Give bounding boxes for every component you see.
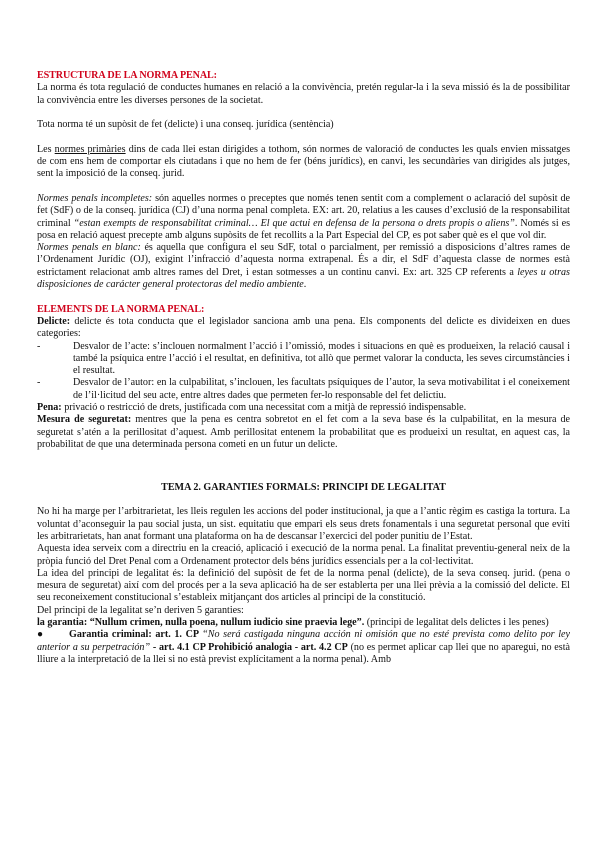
term-normes-en-blanc: Normes penals en blanc:	[37, 242, 141, 254]
term-mesura-seguretat: Mesura de seguretat:	[37, 414, 132, 426]
maxim-nullum-crimen: “Nullum crimen, nulla poena, nullum iudicio sine praevia lege”.	[89, 617, 365, 629]
term-pena: Pena:	[37, 402, 62, 414]
list-item-desvalor-autor: - Desvalor de l’autor: en la culpabilitat, s’inclouen, les facultats psíquiques de l’autor, la seva motivabilitat i el coneixement de l’il·licitud del seu acte, entre altres dades que permeten fer-lo responsable del fet delictiu.	[37, 377, 570, 401]
term-normes-incompletes: Normes penals incompletes:	[37, 192, 153, 204]
paragraph-normes-primaries: Les normes primàries dins de cada llei estan dirigides a tothom, són normes de valoració de conductes les quals envien missatges de com ens hem de comportar els ciutadans i que no hem de fer (béns jurídics), en canvi, les secundàries van dirigides als jutges, sent la imposició de la conseq. jurid.	[37, 143, 571, 180]
paragraph-normes-incompletes: Normes penals incompletes: són aquelles normes o preceptes que només tenen sentit com a complement o aclaració del supòsit de fet (SdF) o de la conseq. jurídica (CJ) d’una norma penal completa. EX: art. 20, relatius a les causes d’exclusió de la responsabilitat criminal “estan exempts de responsabilitat criminal… El que actui en defensa de la persona o drets propis o aliens”. Només si es posa en relació aquest precepte amb alguns supòsits de fet recollits a la Part Especial del CP, es pot saber què es el que vol dir.	[37, 192, 570, 241]
quote-art-325: leyes u otras disposiciones de carácter general protectoras del medio ambiente	[37, 266, 570, 291]
paragraph-supòsit: Tota norma té un supòsit de fet (delicte) i una conseq. jurídica (sentència)	[37, 119, 334, 131]
paragraph-principi-legalitat: La idea del principi de legalitat és: la definició del supòsit de fet de la norma penal (delicte), de la seva conseq. jurid. (pena o mesura de seguretat) així com del procés per a la seva aplicació ha de ser establerta per una llei prèvia a la comissió del delicte. El seu reconeixement constitucional s’estableix mitjançant dos articles al principi de la constitució.	[37, 567, 570, 604]
section-heading-structure: ESTRUCTURA DE LA NORMA PENAL:	[37, 70, 217, 81]
paragraph-delicte: Delicte: delicte és tota conducta que el legislador sanciona amb una pena. Els components del delicte es divideixen en dues categories:	[37, 315, 570, 340]
bullet-icon: ●	[37, 629, 44, 641]
paragraph-directriu: Aquesta idea serveix com a directriu en la creació, aplicació i execució de la norma penal. La finalitat preventiu-general neix de la pròpia funció del Dret Penal com a Ordenament protector dels béns jurídics essencials per a la col·lectivitat.	[37, 543, 570, 567]
paragraph-pena: Pena: privació o restricció de drets, justificada com una necessitat com a mitjà de repressió indispensable.	[37, 402, 467, 414]
term-delicte: Delicte:	[37, 315, 71, 327]
paragraph-mesura-seguretat: Mesura de seguretat: mentres que la pena es centra sobretot en el fet com a la seva base és la culpabilitat, en la mesura de seguretat s’atén a la perillositat d’aquest. Amb perillositat entenem la probabilitat que es produeixi un resultat, en aquest cas, la probabilitat de que una determinada persona cometi en un futur un delicte.	[37, 414, 570, 450]
section-heading-elements: ELEMENTS DE LA NORMA PENAL:	[37, 303, 205, 315]
term-garantia-criminal: Garantia criminal: art. 1. CP	[69, 629, 203, 641]
paragraph-garantia-nullum: la garantia: “Nullum crimen, nulla poena, nullum iudicio sine praevia lege”. (principi de legalitat dels delictes i les penes)	[37, 617, 549, 629]
chapter-title-tema-2: TEMA 2. GARANTIES FORMALS: PRINCIPI DE LEGALITAT	[161, 481, 446, 493]
quote-art-1: “No será castigada ninguna acción ni omisión que no esté prevista como delito por ley anterior a su perpetración”	[37, 629, 570, 653]
term-normes-primaries: normes primàries	[54, 143, 126, 155]
list-item-desvalor-acte: - Desvalor de l’acte: s’inclouen normalment l’acció i l’omissió, modes i situacions en què es produeixen, la relació causal i també la psíquica entre l’acció i el resultat, en definitiva, tot allò que permet valorar la conducta, les seves circumstàncies i el resultat.	[37, 340, 570, 377]
paragraph-garantia-criminal: ● Garantia criminal: art. 1. CP “No será castigada ninguna acción ni omisión que no esté prevista como delito por ley anterior a su perpetración” - art. 4.1 CP Prohibició analogia - art. 4.2 CP (no es permet aplicar cap llei que no aparegui, no està lliure a la interpretació de la llei si no està previst explícitament a la norma penal). Amb	[37, 629, 570, 665]
paragraph-arbitrarietat: No hi ha marge per l’arbitrarietat, les lleis regulen les accions del poder institucional, ja que a l’antic règim es castiga la tortura. La voluntat d’aconseguir la pau social justa, un sist. equitatiu que empari els seus drets fonamentals i una seguretat personal que eviti les arbitrarietats, han anat formant una plataforma on ha de descansar l’exercici del poder punitiu de l’Estat.	[37, 506, 570, 542]
paragraph-normes-en-blanc: Normes penals en blanc: és aquella que configura el seu SdF, total o parcialment, per remissió a disposicions d’altres rames de l’Ordenament Jurídic (OJ), exigint l’infracció d’aquesta norma extrapenal. És a dir, el SdF d’aquesta classe de normes està estrictament relacionat amb altres rames del Dret, i estan sotmesses a un continu canvi. Ex: art. 325 CP referents a leyes u otras disposiciones de carácter general protectoras del medio ambiente.	[37, 242, 570, 291]
quote-art-20: “estan exempts de responsabilitat criminal… El que actui en defensa de la persona o drets propis o aliens”	[73, 217, 515, 229]
paragraph-garanties-intro: Del principi de la legalitat se’n deriven 5 garanties:	[37, 604, 244, 616]
articles-analogia: - art. 4.1 CP Prohibició analogia - art. 4.2 CP	[150, 641, 348, 653]
paragraph-norma: La norma és tota regulació de conductes humanes en relació a la convivència, pretén regular-la i la seva missió és la de possibilitar la convivència entre les diverses persones de la societat.	[37, 82, 570, 106]
